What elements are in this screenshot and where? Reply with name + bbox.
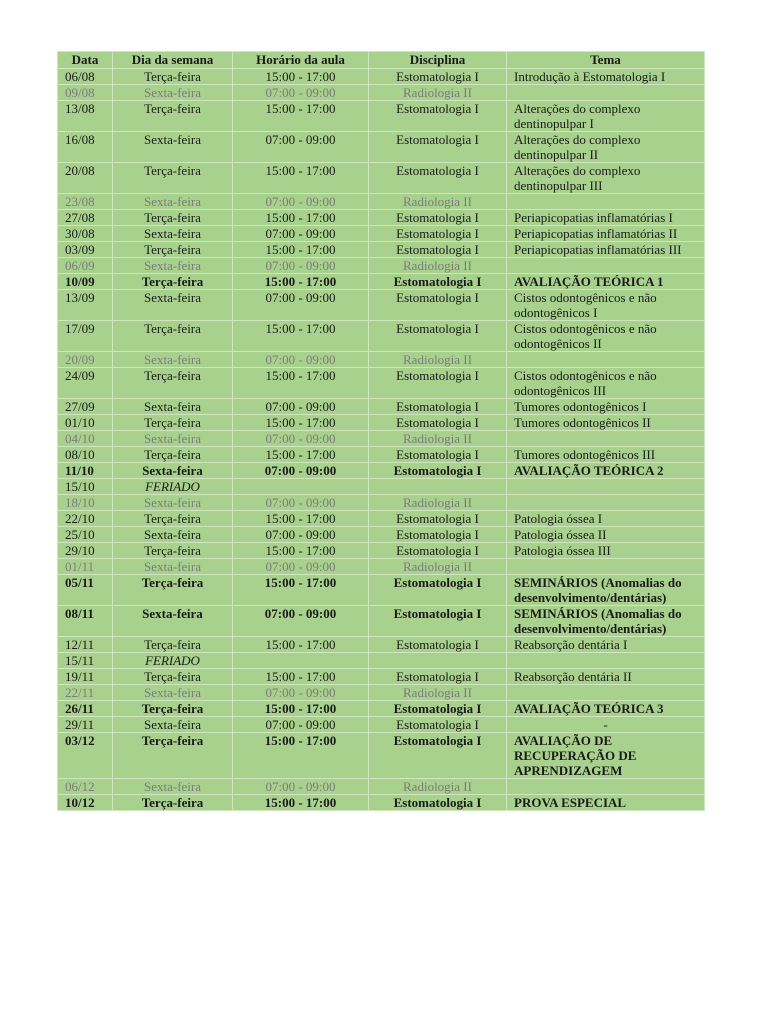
cell-topic: Alterações do complexo dentinopulpar I [507, 101, 705, 132]
cell-weekday: Sexta-feira [113, 495, 233, 511]
cell-date: 10/12 [58, 795, 113, 811]
cell-discipline: Estomatologia I [369, 368, 507, 399]
cell-time: 07:00 - 09:00 [233, 606, 369, 637]
cell-time: 15:00 - 17:00 [233, 163, 369, 194]
cell-weekday: Sexta-feira [113, 779, 233, 795]
cell-topic: Patologia óssea I [507, 511, 705, 527]
header-tema: Tema [507, 52, 705, 69]
table-row [58, 495, 705, 511]
cell-topic: SEMINÁRIOS (Anomalias do desenvolvimento/dentárias) [507, 575, 705, 606]
cell-weekday: Sexta-feira [113, 352, 233, 368]
cell-time: 15:00 - 17:00 [233, 274, 369, 290]
cell-time: 07:00 - 09:00 [233, 258, 369, 274]
cell-discipline: Radiologia II [369, 685, 507, 701]
cell-topic: Cistos odontogênicos e não odontogênicos II [507, 321, 705, 352]
cell-discipline: Estomatologia I [369, 132, 507, 163]
cell-weekday: Terça-feira [113, 242, 233, 258]
table-row [58, 717, 705, 733]
cell-weekday: Terça-feira [113, 701, 233, 717]
cell-topic: Periapicopatias inflamatórias III [507, 242, 705, 258]
table-row [58, 210, 705, 226]
cell-time [233, 479, 369, 495]
cell-topic: SEMINÁRIOS (Anomalias do desenvolvimento/dentárias) [507, 606, 705, 637]
cell-topic: Alterações do complexo dentinopulpar III [507, 163, 705, 194]
cell-discipline: Estomatologia I [369, 701, 507, 717]
cell-time: 07:00 - 09:00 [233, 226, 369, 242]
table-row [58, 606, 705, 637]
cell-date: 27/08 [58, 210, 113, 226]
cell-discipline: Estomatologia I [369, 290, 507, 321]
cell-time: 07:00 - 09:00 [233, 779, 369, 795]
table-row [58, 685, 705, 701]
table-row [58, 463, 705, 479]
cell-date: 29/10 [58, 543, 113, 559]
cell-weekday: Terça-feira [113, 543, 233, 559]
cell-date: 06/09 [58, 258, 113, 274]
cell-weekday: Terça-feira [113, 321, 233, 352]
cell-weekday: Sexta-feira [113, 717, 233, 733]
cell-discipline: Estomatologia I [369, 543, 507, 559]
cell-discipline: Estomatologia I [369, 527, 507, 543]
cell-time: 07:00 - 09:00 [233, 717, 369, 733]
cell-weekday: Terça-feira [113, 669, 233, 685]
table-row [58, 290, 705, 321]
cell-weekday: Terça-feira [113, 368, 233, 399]
cell-date: 09/08 [58, 85, 113, 101]
cell-discipline: Radiologia II [369, 431, 507, 447]
cell-topic: PROVA ESPECIAL [507, 795, 705, 811]
table-row [58, 226, 705, 242]
table-row [58, 701, 705, 717]
cell-topic [507, 495, 705, 511]
cell-weekday: Terça-feira [113, 210, 233, 226]
table-row [58, 795, 705, 811]
cell-topic: AVALIAÇÃO TEÓRICA 2 [507, 463, 705, 479]
cell-date: 06/08 [58, 69, 113, 85]
cell-date: 20/09 [58, 352, 113, 368]
cell-weekday: Terça-feira [113, 163, 233, 194]
cell-time: 15:00 - 17:00 [233, 795, 369, 811]
cell-weekday: Sexta-feira [113, 132, 233, 163]
cell-date: 22/10 [58, 511, 113, 527]
cell-date: 26/11 [58, 701, 113, 717]
table-row [58, 399, 705, 415]
cell-date: 05/11 [58, 575, 113, 606]
table-row [58, 653, 705, 669]
cell-time: 07:00 - 09:00 [233, 527, 369, 543]
table-row [58, 194, 705, 210]
cell-date: 01/10 [58, 415, 113, 431]
cell-date: 23/08 [58, 194, 113, 210]
cell-date: 01/11 [58, 559, 113, 575]
cell-discipline: Estomatologia I [369, 69, 507, 85]
cell-time: 15:00 - 17:00 [233, 210, 369, 226]
cell-time: 07:00 - 09:00 [233, 463, 369, 479]
cell-time: 07:00 - 09:00 [233, 559, 369, 575]
cell-topic: Reabsorção dentária I [507, 637, 705, 653]
cell-time: 15:00 - 17:00 [233, 69, 369, 85]
table-row [58, 779, 705, 795]
cell-discipline: Estomatologia I [369, 163, 507, 194]
cell-date: 18/10 [58, 495, 113, 511]
table-row [58, 163, 705, 194]
cell-topic: AVALIAÇÃO TEÓRICA 1 [507, 274, 705, 290]
cell-discipline: Estomatologia I [369, 101, 507, 132]
cell-topic: Alterações do complexo dentinopulpar II [507, 132, 705, 163]
cell-topic [507, 194, 705, 210]
cell-topic: Tumores odontogênicos II [507, 415, 705, 431]
table-row [58, 669, 705, 685]
table-row [58, 69, 705, 85]
cell-date: 03/12 [58, 733, 113, 779]
cell-topic: Periapicopatias inflamatórias II [507, 226, 705, 242]
cell-date: 08/11 [58, 606, 113, 637]
cell-weekday: Terça-feira [113, 511, 233, 527]
cell-topic: - [507, 717, 705, 733]
cell-topic [507, 559, 705, 575]
cell-time: 15:00 - 17:00 [233, 321, 369, 352]
cell-discipline: Estomatologia I [369, 717, 507, 733]
cell-discipline: Estomatologia I [369, 415, 507, 431]
cell-weekday: Sexta-feira [113, 685, 233, 701]
cell-discipline: Estomatologia I [369, 669, 507, 685]
cell-time: 15:00 - 17:00 [233, 733, 369, 779]
cell-weekday: Terça-feira [113, 274, 233, 290]
cell-topic: Tumores odontogênicos III [507, 447, 705, 463]
cell-discipline: Radiologia II [369, 194, 507, 210]
cell-weekday: Sexta-feira [113, 606, 233, 637]
cell-discipline [369, 479, 507, 495]
cell-date: 10/09 [58, 274, 113, 290]
table-row [58, 132, 705, 163]
cell-weekday: Terça-feira [113, 733, 233, 779]
cell-date: 29/11 [58, 717, 113, 733]
cell-weekday: Terça-feira [113, 575, 233, 606]
cell-discipline: Estomatologia I [369, 210, 507, 226]
cell-topic: Cistos odontogênicos e não odontogênicos III [507, 368, 705, 399]
cell-discipline: Estomatologia I [369, 274, 507, 290]
cell-weekday: Sexta-feira [113, 226, 233, 242]
header-row [58, 52, 705, 69]
cell-time: 07:00 - 09:00 [233, 685, 369, 701]
table-row [58, 637, 705, 653]
cell-discipline: Estomatologia I [369, 399, 507, 415]
table-row [58, 543, 705, 559]
cell-discipline: Radiologia II [369, 85, 507, 101]
cell-date: 19/11 [58, 669, 113, 685]
cell-discipline: Radiologia II [369, 352, 507, 368]
cell-topic [507, 653, 705, 669]
cell-discipline: Estomatologia I [369, 242, 507, 258]
schedule-table [57, 51, 705, 811]
header-horario: Horário da aula [233, 52, 369, 69]
cell-discipline: Radiologia II [369, 495, 507, 511]
cell-topic [507, 258, 705, 274]
cell-topic [507, 479, 705, 495]
cell-topic: Patologia óssea III [507, 543, 705, 559]
table-row [58, 733, 705, 779]
cell-weekday: Terça-feira [113, 69, 233, 85]
cell-weekday: Sexta-feira [113, 85, 233, 101]
table-row [58, 559, 705, 575]
cell-discipline [369, 653, 507, 669]
cell-topic: Cistos odontogênicos e não odontogênicos I [507, 290, 705, 321]
header-disciplina: Disciplina [369, 52, 507, 69]
cell-weekday: Sexta-feira [113, 527, 233, 543]
cell-time: 07:00 - 09:00 [233, 85, 369, 101]
cell-date: 12/11 [58, 637, 113, 653]
cell-weekday: Terça-feira [113, 415, 233, 431]
table-row [58, 575, 705, 606]
table-row [58, 511, 705, 527]
cell-time: 07:00 - 09:00 [233, 399, 369, 415]
cell-date: 20/08 [58, 163, 113, 194]
cell-weekday: FERIADO [113, 653, 233, 669]
table-row [58, 447, 705, 463]
cell-date: 13/09 [58, 290, 113, 321]
cell-date: 11/10 [58, 463, 113, 479]
table-row [58, 274, 705, 290]
cell-date: 13/08 [58, 101, 113, 132]
cell-time: 07:00 - 09:00 [233, 352, 369, 368]
table-row [58, 368, 705, 399]
table-row [58, 85, 705, 101]
cell-discipline: Estomatologia I [369, 606, 507, 637]
cell-date: 22/11 [58, 685, 113, 701]
cell-time: 15:00 - 17:00 [233, 447, 369, 463]
cell-date: 08/10 [58, 447, 113, 463]
cell-date: 24/09 [58, 368, 113, 399]
cell-date: 15/11 [58, 653, 113, 669]
table-row [58, 258, 705, 274]
cell-topic [507, 431, 705, 447]
cell-discipline: Radiologia II [369, 258, 507, 274]
cell-weekday: Terça-feira [113, 637, 233, 653]
table-row [58, 101, 705, 132]
table-row [58, 415, 705, 431]
cell-time: 15:00 - 17:00 [233, 543, 369, 559]
cell-date: 27/09 [58, 399, 113, 415]
cell-time: 07:00 - 09:00 [233, 132, 369, 163]
cell-topic: AVALIAÇÃO DE RECUPERAÇÃO DE APRENDIZAGEM [507, 733, 705, 779]
table-row [58, 527, 705, 543]
cell-date: 06/12 [58, 779, 113, 795]
cell-time: 07:00 - 09:00 [233, 194, 369, 210]
cell-discipline: Estomatologia I [369, 795, 507, 811]
cell-discipline: Estomatologia I [369, 321, 507, 352]
cell-date: 16/08 [58, 132, 113, 163]
cell-topic: Patologia óssea II [507, 527, 705, 543]
cell-weekday: FERIADO [113, 479, 233, 495]
cell-weekday: Terça-feira [113, 101, 233, 132]
cell-discipline: Estomatologia I [369, 447, 507, 463]
table-row [58, 242, 705, 258]
cell-date: 04/10 [58, 431, 113, 447]
cell-weekday: Sexta-feira [113, 290, 233, 321]
cell-time: 15:00 - 17:00 [233, 701, 369, 717]
cell-discipline: Estomatologia I [369, 511, 507, 527]
cell-discipline: Radiologia II [369, 559, 507, 575]
header-data: Data [58, 52, 113, 69]
cell-time: 15:00 - 17:00 [233, 242, 369, 258]
cell-discipline: Estomatologia I [369, 226, 507, 242]
cell-weekday: Sexta-feira [113, 431, 233, 447]
cell-time: 15:00 - 17:00 [233, 101, 369, 132]
cell-discipline: Estomatologia I [369, 733, 507, 779]
cell-date: 30/08 [58, 226, 113, 242]
cell-time: 07:00 - 09:00 [233, 431, 369, 447]
cell-date: 25/10 [58, 527, 113, 543]
cell-topic [507, 779, 705, 795]
table-row [58, 431, 705, 447]
table-row [58, 321, 705, 352]
cell-weekday: Sexta-feira [113, 559, 233, 575]
cell-date: 15/10 [58, 479, 113, 495]
cell-time: 15:00 - 17:00 [233, 669, 369, 685]
table-row [58, 479, 705, 495]
cell-time: 15:00 - 17:00 [233, 368, 369, 399]
cell-topic: Reabsorção dentária II [507, 669, 705, 685]
cell-time: 15:00 - 17:00 [233, 415, 369, 431]
cell-topic: Introdução à Estomatologia I [507, 69, 705, 85]
schedule-body [58, 69, 705, 811]
cell-topic [507, 352, 705, 368]
cell-discipline: Radiologia II [369, 779, 507, 795]
table-row [58, 352, 705, 368]
header-dia-da-semana: Dia da semana [113, 52, 233, 69]
cell-discipline: Estomatologia I [369, 575, 507, 606]
cell-time: 15:00 - 17:00 [233, 511, 369, 527]
cell-discipline: Estomatologia I [369, 463, 507, 479]
cell-time: 07:00 - 09:00 [233, 495, 369, 511]
cell-topic: Periapicopatias inflamatórias I [507, 210, 705, 226]
cell-time: 15:00 - 17:00 [233, 575, 369, 606]
cell-topic [507, 685, 705, 701]
cell-weekday: Sexta-feira [113, 194, 233, 210]
cell-weekday: Sexta-feira [113, 399, 233, 415]
cell-weekday: Terça-feira [113, 447, 233, 463]
cell-time: 15:00 - 17:00 [233, 637, 369, 653]
cell-weekday: Terça-feira [113, 795, 233, 811]
cell-topic: AVALIAÇÃO TEÓRICA 3 [507, 701, 705, 717]
cell-discipline: Estomatologia I [369, 637, 507, 653]
cell-topic: Tumores odontogênicos I [507, 399, 705, 415]
cell-date: 03/09 [58, 242, 113, 258]
cell-weekday: Sexta-feira [113, 258, 233, 274]
cell-date: 17/09 [58, 321, 113, 352]
cell-topic [507, 85, 705, 101]
cell-time: 07:00 - 09:00 [233, 290, 369, 321]
cell-weekday: Sexta-feira [113, 463, 233, 479]
cell-time [233, 653, 369, 669]
